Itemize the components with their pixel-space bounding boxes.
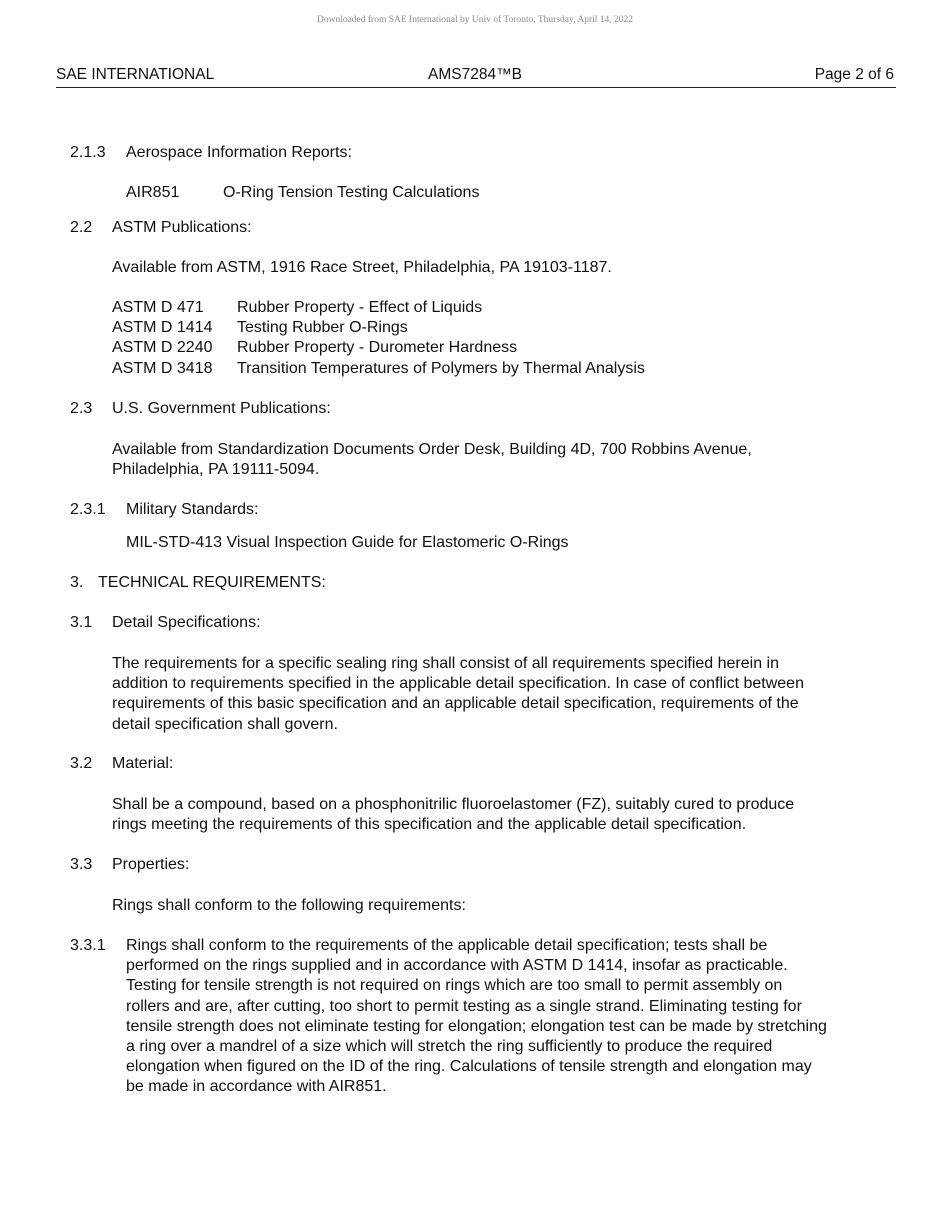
section-title: TECHNICAL REQUIREMENTS: <box>98 574 326 591</box>
gov-availability <box>112 440 752 480</box>
section-3-3-paragraph: Rings shall conform to the following requirements: <box>112 897 466 914</box>
section-number: 2.1.3 <box>70 144 106 161</box>
mil-std-reference: MIL-STD-413 Visual Inspection Guide for Elastomeric O-Rings <box>126 534 569 551</box>
section-2-2-heading <box>70 218 252 238</box>
header-org: SAE INTERNATIONAL <box>56 66 215 83</box>
text-line: Shall be a compound, based on a phosphonitrilic fluoroelastomer (FZ), suitably cured to produce <box>112 796 795 813</box>
reference-description: Rubber Property - Durometer Hardness <box>237 339 518 357</box>
section-number: 2.3.1 <box>70 501 106 518</box>
section-title: Material: <box>112 755 174 772</box>
section-3-1-heading <box>70 613 261 633</box>
reference-code: ASTM D 1414 <box>112 319 213 337</box>
section-title: Detail Specifications: <box>112 614 261 631</box>
section-title: ASTM Publications: <box>112 219 252 236</box>
text-line: Available from Standardization Documents Order Desk, Building 4D, 700 Robbins Avenue, <box>112 441 752 458</box>
section-number: 3.1 <box>70 614 93 631</box>
text-line: Philadelphia, PA 19111-5094. <box>112 461 320 479</box>
section-title: Aerospace Information Reports: <box>126 144 352 161</box>
reference-item <box>112 359 645 379</box>
section-3-3-1-paragraph <box>126 936 827 1098</box>
text-line: addition to requirements specified in the applicable detail specification. In case of conflict between <box>112 675 804 693</box>
section-2-3-heading <box>70 399 331 419</box>
section-number: 3.3 <box>70 856 93 873</box>
section-3-heading <box>70 573 326 593</box>
text-line: be made in accordance with AIR851. <box>126 1078 387 1096</box>
text-line: elongation when figured on the ID of the ring. Calculations of tensile strength and elongation may <box>126 1058 812 1076</box>
section-3-2-heading <box>70 754 174 774</box>
text-line: detail specification shall govern. <box>112 715 338 733</box>
section-2-1-3-heading <box>70 143 352 163</box>
section-number: 2.2 <box>70 219 93 236</box>
section-title: U.S. Government Publications: <box>112 400 331 417</box>
reference-description: Testing Rubber O-Rings <box>237 319 408 337</box>
reference-description: Rubber Property - Effect of Liquids <box>237 299 483 316</box>
text-line: requirements of this basic specification and an applicable detail specification, requirements of the <box>112 695 799 713</box>
reference-code: ASTM D 3418 <box>112 359 213 377</box>
reference-item <box>112 298 645 318</box>
reference-item <box>126 183 479 203</box>
text-line: tensile strength does not eliminate testing for elongation; elongation test can be made by stretching <box>126 1017 827 1035</box>
section-title: Military Standards: <box>126 501 259 518</box>
text-line: a ring over a mandrel of a size which will stretch the ring sufficiently to produce the required <box>126 1038 773 1056</box>
reference-code: ASTM D 471 <box>112 299 204 316</box>
reference-code: AIR851 <box>126 184 180 201</box>
text-line: performed on the rings supplied and in accordance with ASTM D 1414, insofar as practicable. <box>126 957 788 975</box>
text-line: rollers and are, after cutting, too short to permit testing as a single strand. Eliminating testing for <box>126 997 802 1015</box>
reference-description: Transition Temperatures of Polymers by Thermal Analysis <box>237 359 645 377</box>
astm-reference-list <box>112 298 645 379</box>
section-number: 3. <box>70 574 84 591</box>
reference-code: ASTM D 2240 <box>112 339 213 357</box>
text-line: rings meeting the requirements of this specification and the applicable detail specification. <box>112 816 747 834</box>
section-3-2-paragraph <box>112 795 794 835</box>
header-doc-id: AMS7284™B <box>428 66 522 83</box>
page-header <box>56 66 896 88</box>
text-line: Rings shall conform to the requirements of the applicable detail specification; tests shall be <box>126 937 768 954</box>
section-number: 2.3 <box>70 400 93 417</box>
download-note: Downloaded from SAE International by Univ of Toronto, Thursday, April 14, 2022 <box>316 15 634 25</box>
section-2-3-1-heading <box>70 500 259 520</box>
section-number: 3.2 <box>70 755 93 772</box>
reference-item <box>112 338 645 358</box>
astm-availability: Available from ASTM, 1916 Race Street, Philadelphia, PA 19103-1187. <box>112 259 612 276</box>
text-line: Testing for tensile strength is not required on rings which are too small to permit assembly on <box>126 977 783 995</box>
section-3-3-heading <box>70 855 190 875</box>
reference-description: O-Ring Tension Testing Calculations <box>223 184 480 201</box>
section-3-3-1-number: 3.3.1 <box>70 937 106 954</box>
text-line: The requirements for a specific sealing ring shall consist of all requirements specified herein in <box>112 655 779 672</box>
section-3-1-paragraph <box>112 654 804 735</box>
header-page-number: Page 2 of 6 <box>814 66 894 83</box>
section-title: Properties: <box>112 856 190 873</box>
reference-item <box>112 318 645 338</box>
